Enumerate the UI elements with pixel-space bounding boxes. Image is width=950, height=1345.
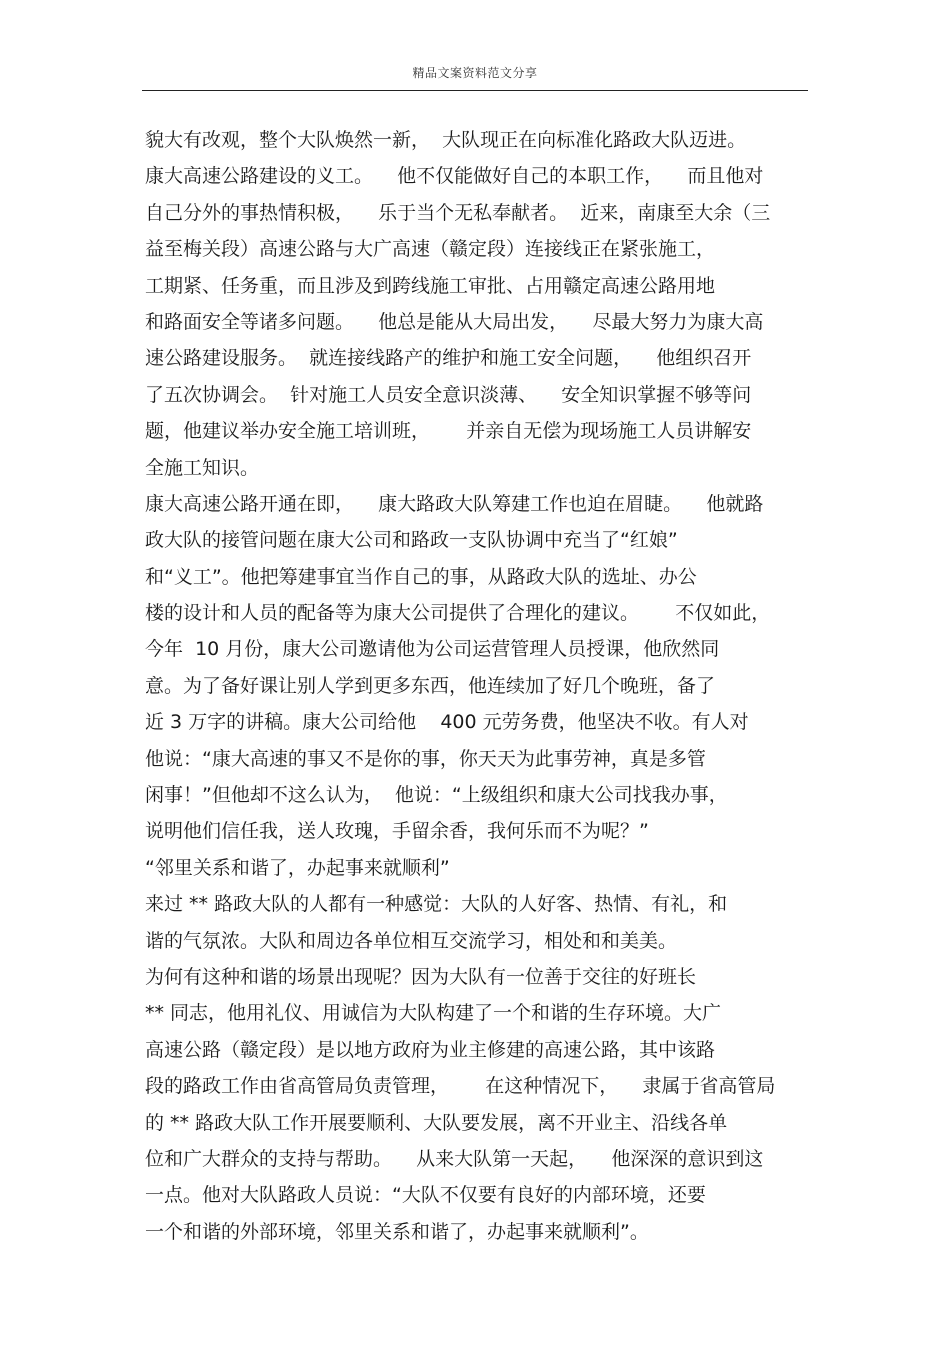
- body-line: 题，他建议举办安全施工培训班， 并亲自无偿为现场施工人员讲解安: [145, 420, 752, 443]
- body-line: 益至梅关段）高速公路与大广高速（赣定段）连接线正在紧张施工，: [145, 238, 716, 261]
- body-line: 段的路政工作由省高管局负责管理， 在这种情况下， 隶属于省高管局: [145, 1075, 776, 1098]
- body-line: 位和广大群众的支持与帮助。 从来大队第一天起， 他深深的意识到这: [145, 1147, 764, 1170]
- body-line: 貌大有改观，整个大队焕然一新， 大队现正在向标准化路政大队迈进。: [145, 129, 747, 151]
- body-line: 意。为了备好课让别人学到更多东西，他连续加了好几个晚班，备了: [145, 674, 716, 697]
- page-header-title: 精品文案资料范文分享: [412, 66, 538, 80]
- body-line: 的 ** 路政大队工作开展要顺利、大队要发展，离不开业主、沿线各单: [145, 1111, 728, 1134]
- body-line: 近 3 万字的讲稿。康大公司给他 400 元劳务费，他坚决不收。有人对: [145, 711, 749, 734]
- body-line: 高速公路（赣定段）是以地方政府为业主修建的高速公路，其中该路: [145, 1038, 716, 1061]
- section-heading-line: “邻里关系和谐了，办起事来就顺利”: [145, 856, 450, 879]
- body-line: 速公路建设服务。 就连接线路产的维护和施工安全问题， 他组织召开: [145, 347, 752, 370]
- body-line: 闲事！”但他却不这么认为， 他说：“上级组织和康大公司找我办事，: [145, 784, 728, 807]
- document-body: [145, 122, 810, 1250]
- body-line: 政大队的接管问题在康大公司和路政一支队协调中充当了“红娘”: [145, 529, 678, 552]
- body-line: 今年 10 月份，康大公司邀请他为公司运营管理人员授课，他欣然同: [145, 638, 720, 661]
- body-line: 为何有这种和谐的场景出现呢？因为大队有一位善于交往的好班长: [145, 965, 697, 988]
- body-line: ** 同志，他用礼仪、用诚信为大队构建了一个和谐的生存环境。大广: [145, 1002, 722, 1025]
- body-line: 来过 ** 路政大队的人都有一种感觉：大队的人好客、热情、有礼，和: [145, 893, 728, 916]
- body-line: 康大高速公路开通在即， 康大路政大队筹建工作也迫在眉睫。 他就路: [145, 492, 764, 515]
- body-line: 工期紧、任务重，而且涉及到跨线施工审批、占用赣定高速公路用地: [145, 274, 716, 297]
- body-line: 和“义工”。他把筹建事宜当作自己的事，从路政大队的选址、办公: [145, 565, 697, 588]
- body-line: 和路面安全等诸多问题。 他总是能从大局出发， 尽最大努力为康大高: [145, 310, 764, 333]
- body-line: 康大高速公路建设的义工。 他不仅能做好自己的本职工作， 而且他对: [145, 165, 764, 188]
- body-line: 全施工知识。: [145, 456, 260, 479]
- body-line: 他说：“康大高速的事又不是你的事，你天天为此事劳神，真是多管: [145, 747, 706, 770]
- body-line: 了五次协调会。 针对施工人员安全意识淡薄、 安全知识掌握不够等问: [145, 383, 752, 406]
- body-line: 谐的气氛浓。大队和周边各单位相互交流学习，相处和和美美。: [145, 929, 678, 952]
- body-line: 说明他们信任我，送人玫瑰，手留余香，我何乐而不为呢？”: [145, 820, 649, 843]
- body-line: 自己分外的事热情积极， 乐于当个无私奉献者。 近来，南康至大余（三: [145, 201, 771, 224]
- body-line: 一点。他对大队路政人员说：“大队不仅要有良好的内部环境，还要: [145, 1184, 706, 1207]
- body-line: 一个和谐的外部环境，邻里关系和谐了，办起事来就顺利”。: [145, 1220, 649, 1243]
- body-line: 楼的设计和人员的配备等为康大公司提供了合理化的建议。 不仅如此，: [145, 602, 771, 625]
- header-divider: [142, 90, 808, 91]
